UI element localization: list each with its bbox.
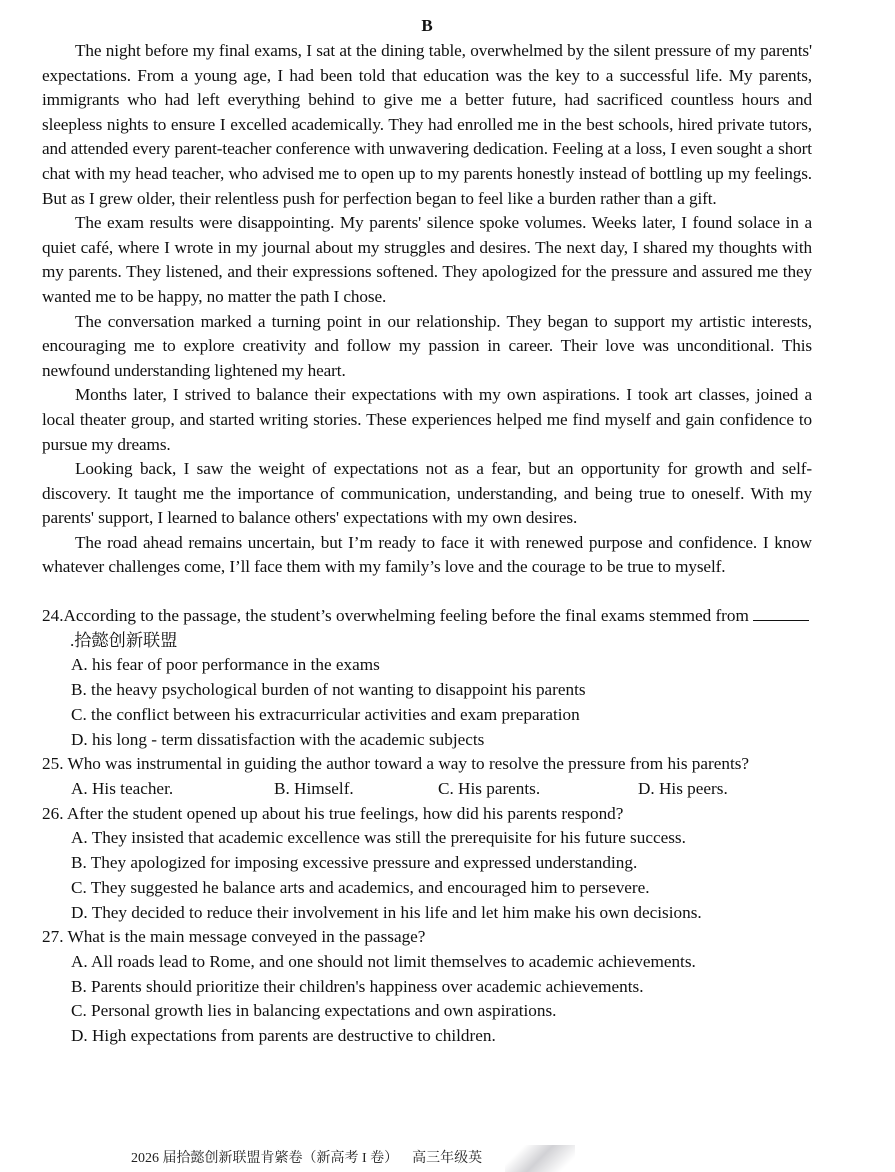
section-title: B	[421, 16, 433, 35]
option-a: A. They insisted that academic excellence was still the prerequisite for his future success.	[71, 828, 686, 848]
option-c: C. the conflict between his extracurricular activities and exam preparation	[71, 704, 580, 724]
option-a: A. His teacher.	[71, 778, 174, 798]
question-stem: 27. What is the main message conveyed in the passage?	[42, 927, 426, 947]
question-stem	[42, 604, 812, 653]
question-24	[42, 604, 812, 752]
page-footer: 2026 届拾懿创新联盟肯綮卷（新高考 I 卷） 高三年级英	[131, 1151, 483, 1166]
question-stem: 26. After the student opened up about his true feelings, how did his parents respond?	[42, 803, 624, 823]
question-list	[42, 604, 812, 1049]
passage-paragraph-1: The night before my final exams, I sat at the dining table, overwhelmed by the silent pressure of my parents' expectations. From a young age, I had been told that education was the key to a successful life. My parents, immigrants who had left everything behind to give me a better future, had sacrificed countless hours and sleepless nights to ensure I excelled academically. They had enrolled me in the best schools, hired private tutors, and attended every parent-teacher conference with unwavering dedication. Feeling at a loss, I even sought a short chat with my head teacher, who advised me to open up to my parents honestly instead of bottling up my feelings. But as I grew older, their relentless push for perfection began to feel like a burden rather than a gift.	[42, 41, 812, 208]
question-26	[42, 802, 812, 926]
passage-paragraph-5: Looking back, I saw the weight of expectations not as a fear, but an opportunity for growth and self-discovery. It taught me the importance of communication, understanding, and being true to oneself. With my parents' support, I learned to balance others' expectations with my own desires.	[42, 459, 812, 528]
option-b: B. the heavy psychological burden of not wanting to disappoint his parents	[71, 680, 586, 700]
passage-paragraph-6: The road ahead remains uncertain, but I’m ready to face it with renewed purpose and confidence. I know whatever challenges come, I’ll face them with my family’s love and the courage to be true to myself.	[42, 532, 812, 577]
option-c: C. They suggested he balance arts and academics, and encouraged him to persevere.	[71, 877, 650, 897]
footer-fade-overlay	[505, 1145, 575, 1172]
option-b: B. Parents should prioritize their children's happiness over academic achievements.	[71, 976, 644, 996]
stem-text: 24.According to the passage, the student’s overwhelming feeling before the final exams stemmed from	[42, 606, 754, 626]
stem-suffix: .拾懿创新联盟	[70, 630, 178, 650]
exam-page	[42, 14, 812, 1049]
passage-paragraph-4: Months later, I strived to balance their expectations with my own aspirations. I took art classes, joined a local theater group, and started writing stories. These experiences helped me find myself and gain confidence to pursue my dreams.	[42, 385, 812, 454]
question-stem: 25. Who was instrumental in guiding the author toward a way to resolve the pressure from his parents?	[42, 754, 750, 774]
question-25	[42, 752, 812, 801]
option-d: D. High expectations from parents are destructive to children.	[71, 1026, 496, 1046]
option-d: D. his long - term dissatisfaction with the academic subjects	[71, 729, 485, 749]
option-b: B. They apologized for imposing excessive pressure and expressed understanding.	[71, 853, 638, 873]
option-c: C. His parents.	[438, 778, 541, 798]
option-a: A. his fear of poor performance in the exams	[71, 655, 380, 675]
option-a: A. All roads lead to Rome, and one should not limit themselves to academic achievements.	[71, 951, 696, 971]
options-row	[42, 777, 812, 802]
option-c: C. Personal growth lies in balancing expectations and own aspirations.	[71, 1001, 557, 1021]
option-d: D. They decided to reduce their involvement in his life and let him make his own decisions.	[71, 902, 702, 922]
option-b: B. Himself.	[274, 778, 354, 798]
option-d: D. His peers.	[638, 778, 728, 798]
question-27	[42, 925, 812, 1049]
passage-paragraph-3: The conversation marked a turning point in our relationship. They began to support my artistic interests, encouraging me to explore creativity and follow my passion in career. Their love was unconditional. This newfound understanding lightened my heart.	[42, 311, 812, 380]
answer-blank	[753, 606, 809, 621]
reading-passage	[42, 39, 812, 580]
passage-paragraph-2: The exam results were disappointing. My parents' silence spoke volumes. Weeks later, I found solace in a quiet café, where I wrote in my journal about my struggles and desires. The next day, I shared my thoughts with my parents. They listened, and their expressions softened. They apologized for the pressure and assured me they wanted me to be happy, no matter the path I chose.	[42, 213, 812, 306]
